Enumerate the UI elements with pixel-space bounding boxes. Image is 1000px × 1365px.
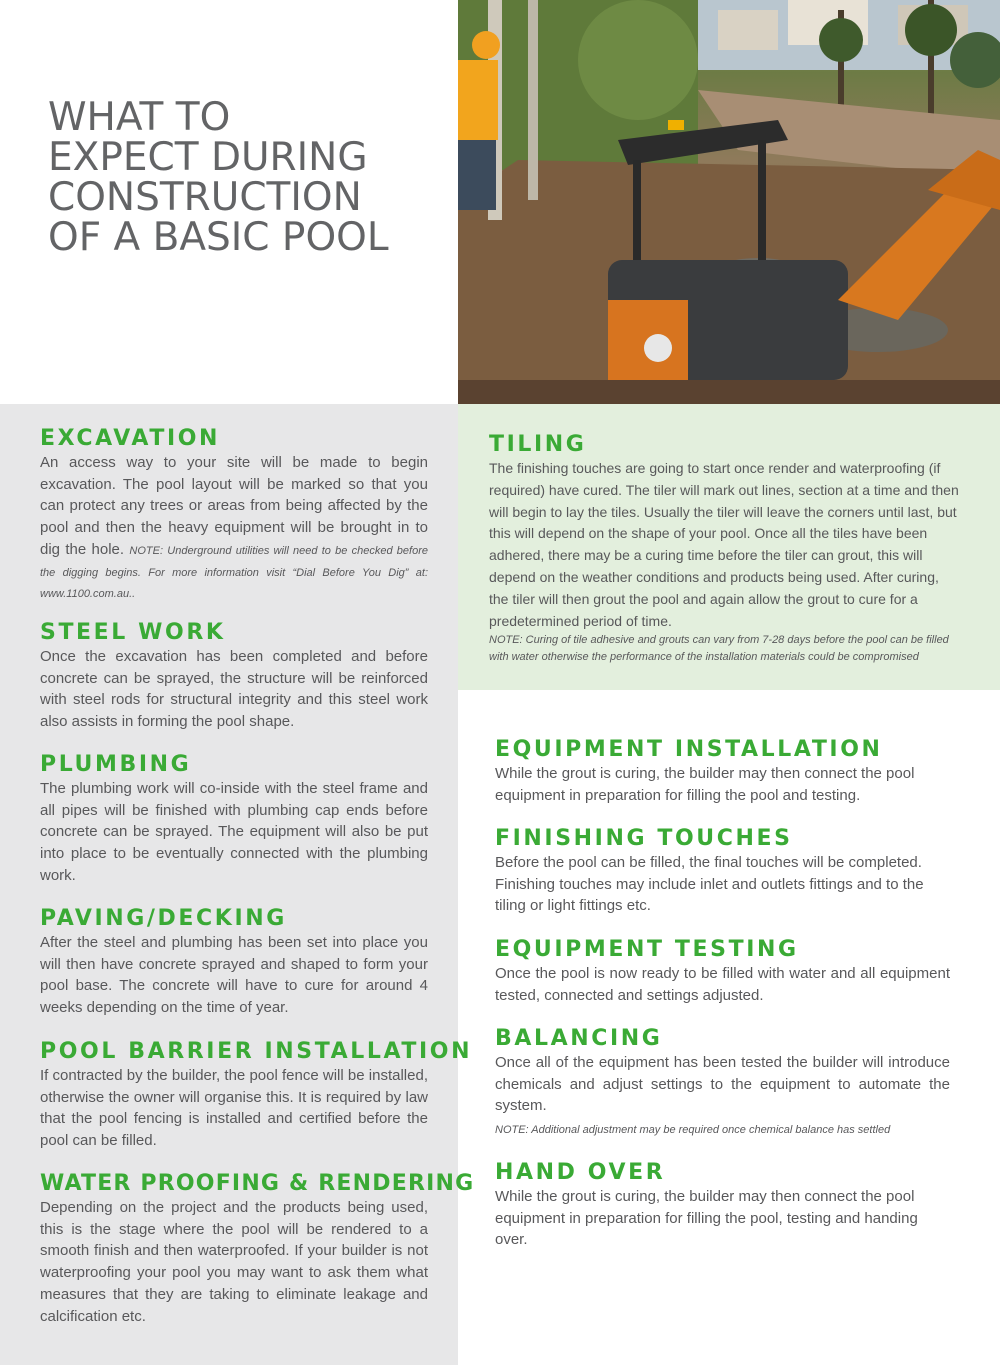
section-steel-work	[40, 620, 428, 733]
section-text: An access way to your site will be made to begin excavation. The pool layout will be marked so that you can protect any trees or areas from being affected by the pool and then the heavy equipment will be brought in to dig the hole.	[40, 454, 428, 558]
section-body: Depending on the project and the products being used, this is the stage where the pool will be rendered to a smooth finish and then waterproofed. If your builder is not waterproofing your pool you may want to ask them what measures that they are taking to eliminate leakage and calcification etc.	[40, 1199, 428, 1325]
logo-badge	[644, 334, 672, 362]
section-heading: STEEL WORK	[40, 620, 226, 645]
section-excavation	[40, 426, 428, 604]
section-body: Before the pool can be filled, the final touches will be completed. Finishing touches may include inlet and outlets fittings and to the tiling or light fittings etc.	[495, 854, 924, 915]
section-body: Once the excavation has been completed and before concrete can be sprayed, the structure will be reinforced with steel rods for structural integrity and this steel work also assists in forming the pool shape.	[40, 648, 428, 731]
section-heading: EQUIPMENT TESTING	[495, 937, 799, 962]
section-body: After the steel and plumbing has been set into place you will then have concrete sprayed and shaped to form your pool base. The concrete will have to cure for around 4 weeks depending on the time of year.	[40, 934, 428, 1017]
section-heading: EQUIPMENT INSTALLATION	[495, 737, 883, 762]
foliage	[578, 0, 698, 120]
title-line: WHAT TO	[48, 95, 231, 140]
section-heading: BALANCING	[495, 1026, 663, 1051]
section-heading: FINISHING TOUCHES	[495, 826, 793, 851]
header-panel	[0, 0, 458, 404]
section-tiling	[489, 432, 959, 666]
section-heading: PLUMBING	[40, 752, 192, 777]
section-heading: WATER PROOFING & RENDERING	[40, 1171, 475, 1196]
house	[718, 10, 778, 50]
section-plumbing	[40, 752, 428, 887]
section-equipment-testing	[495, 937, 950, 1006]
section-waterproofing	[40, 1171, 475, 1327]
construction-photo	[458, 0, 1000, 404]
section-note: NOTE: Additional adjustment may be required once chemical balance has settled	[495, 1124, 891, 1137]
ground-shadow	[458, 380, 1000, 404]
section-heading: TILING	[489, 432, 587, 457]
hard-hat	[472, 31, 500, 59]
worker-legs	[458, 140, 496, 210]
section-note: NOTE: Curing of tile adhesive and grouts can vary from 7-28 days before the pool can be filled with water otherwise the performance of the installation materials could be compromised	[489, 634, 949, 664]
section-heading: HAND OVER	[495, 1160, 666, 1185]
page-title	[48, 95, 389, 260]
section-body: While the grout is curing, the builder may then connect the pool equipment in preparation for filling the pool, testing and handing over.	[495, 1188, 918, 1249]
section-balancing	[495, 1026, 950, 1139]
section-body: Once the pool is now ready to be filled with water and all equipment tested, connected and settings adjusted.	[495, 965, 950, 1004]
section-heading: EXCAVATION	[40, 426, 221, 451]
section-heading: PAVING/DECKING	[40, 906, 287, 931]
section-equipment-installation	[495, 737, 950, 806]
beacon-light	[668, 120, 684, 130]
tree-canopy	[905, 4, 957, 56]
section-body: If contracted by the builder, the pool fence will be installed, otherwise the owner will organise this. It is required by law that the pool fencing is installed and certified before the pool can be filled.	[40, 1067, 428, 1150]
tree-canopy	[819, 18, 863, 62]
section-body: Once all of the equipment has been tested the builder will introduce chemicals and adjust settings to the equipment to automate the system.	[495, 1054, 950, 1115]
title-line: OF A BASIC POOL	[48, 215, 389, 260]
section-pool-barrier	[40, 1039, 473, 1152]
section-paving	[40, 906, 428, 1019]
section-heading: POOL BARRIER INSTALLATION	[40, 1039, 473, 1064]
section-body	[40, 452, 428, 604]
worker-vest	[458, 60, 498, 140]
excavator-illustration	[458, 0, 1000, 404]
section-body: The finishing touches are going to start once render and waterproofing (if required) have cured. The tiler will mark out lines, section at a time and then will begin to lay the tiles. Usually the tiler will leave the corners until last, but this will depend on the shape of your pool. Once all the tiles have been adhered, there may be a curing time before the tiler can grout, this will depend on the weather conditions and products being used. After curing, the tiler will then grout the pool and again allow the grout to cure for a predetermined period of time.	[489, 460, 959, 629]
section-hand-over	[495, 1160, 950, 1251]
section-body: The plumbing work will co-inside with the steel frame and all pipes will be finished with plumbing cap ends before concrete can be sprayed. The equipment will also be put into place to be eventually connected with the plumbing work.	[40, 780, 428, 884]
title-line: EXPECT DURING	[48, 135, 368, 180]
section-body: While the grout is curing, the builder may then connect the pool equipment in preparation for filling the pool and testing.	[495, 765, 915, 804]
section-finishing-touches	[495, 826, 950, 917]
title-line: CONSTRUCTION	[48, 175, 362, 220]
pole	[528, 0, 538, 200]
section-note: NOTE: Underground utilities will need to be checked before the digging begins. For more information visit “Dial Before You Dig” at: www.1100.com.au..	[40, 544, 428, 601]
